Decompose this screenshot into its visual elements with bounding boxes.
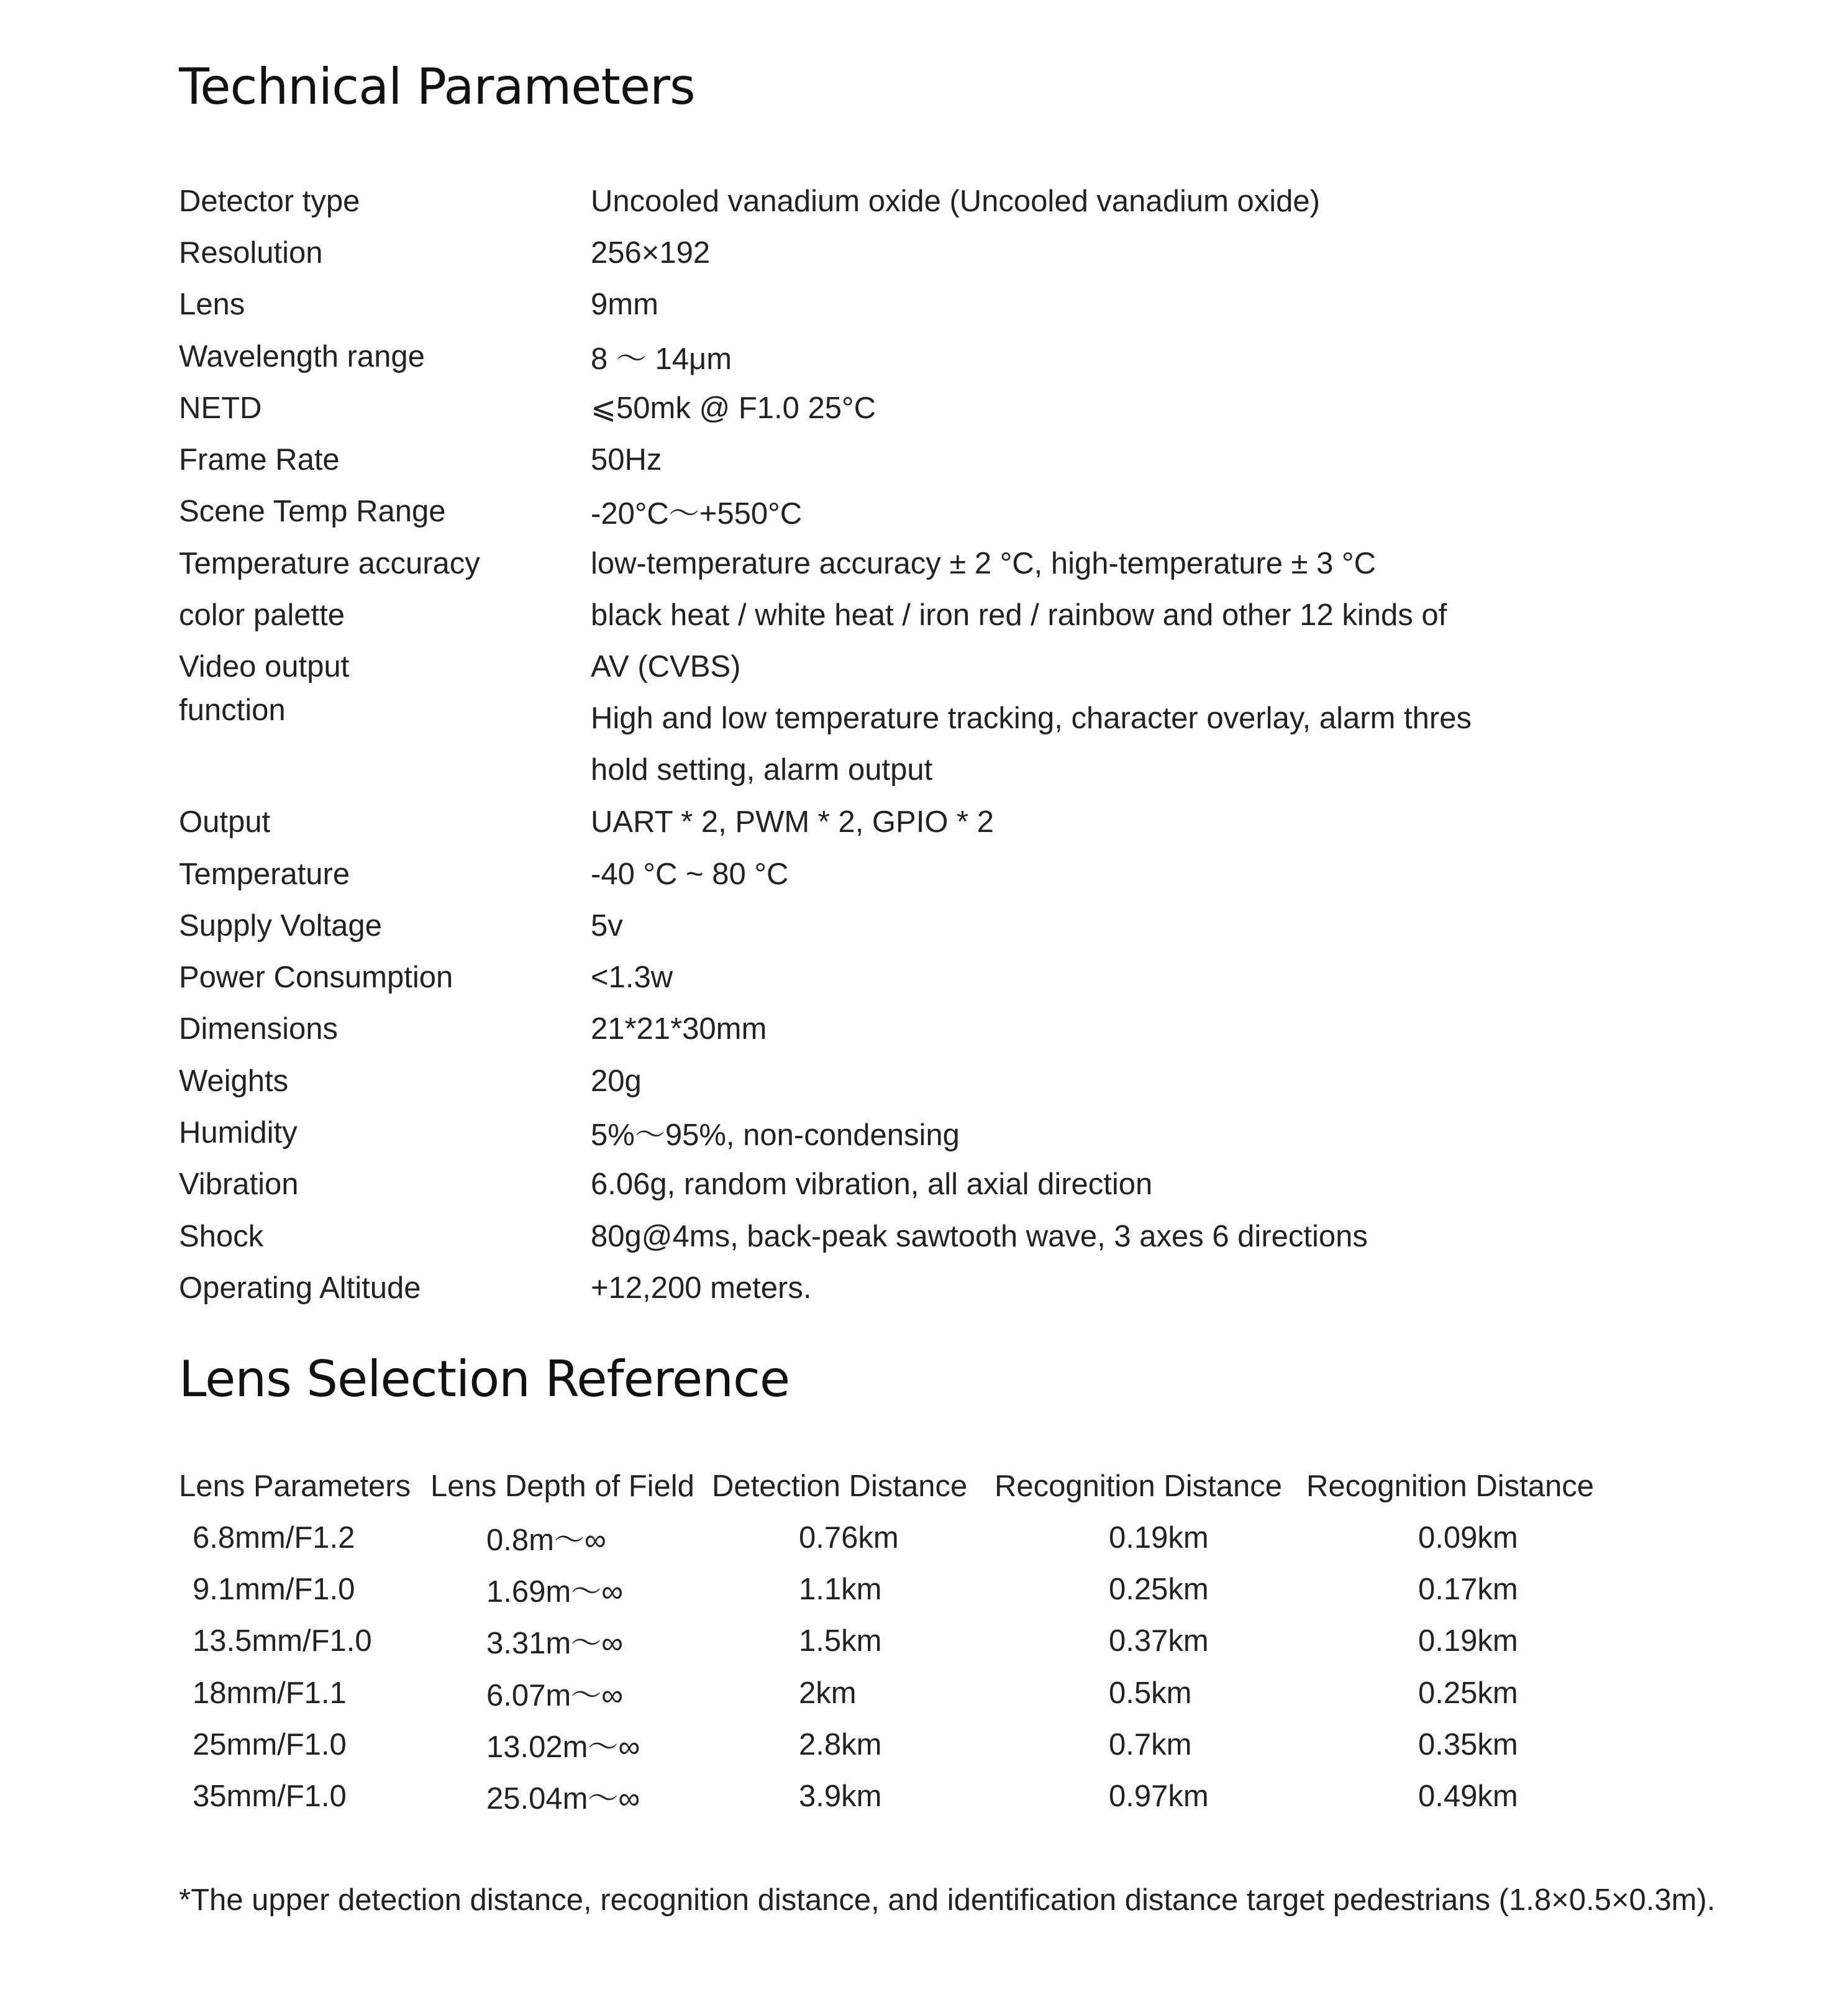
spec-label: Frame Rate [179,443,340,477]
spec-label: Shock [179,1219,264,1253]
spec-row [179,175,1670,227]
spec-row [179,1055,1670,1107]
cell-recognition-distance-2: 0.19km [1418,1624,1518,1658]
technical-parameters-table [179,175,1670,1314]
spec-value-line: hold setting, alarm output [591,753,933,787]
cell-recognition-distance: 0.25km [1109,1572,1209,1606]
cell-detection-distance: 1.5km [799,1624,882,1658]
cell-depth-of-field: 3.31m～∞ [486,1627,624,1661]
spec-label: Wavelength range [179,339,425,373]
spec-row [179,279,1670,331]
cell-depth-of-field: 13.02m～∞ [486,1730,640,1764]
spec-label: color palette [179,598,345,633]
spec-label: Temperature [179,857,350,891]
cell-depth-of-field: 1.69m～∞ [486,1574,624,1609]
spec-row [179,331,1670,382]
lens-header-row [179,1460,1629,1512]
column-header-recognition-distance: Recognition Distance [995,1469,1283,1503]
lens-row [179,1615,1629,1667]
lens-row [179,1512,1629,1563]
spec-value: 5%～95%, non-condensing [591,1118,960,1152]
spec-value: +12,200 meters. [591,1271,812,1305]
spec-value: UART * 2, PWM * 2, GPIO * 2 [591,805,994,839]
spec-row [179,797,1670,848]
spec-label: Resolution [179,235,323,270]
spec-label: function [179,693,286,727]
spec-value: -40 °C ~ 80 °C [591,857,789,891]
cell-detection-distance: 0.76km [799,1520,899,1555]
spec-label: Power Consumption [179,961,453,995]
cell-detection-distance: 1.1km [799,1572,882,1606]
lens-row [179,1563,1629,1615]
spec-value-line: High and low temperature tracking, character overlay, alarm thres [591,701,1472,735]
spec-row [179,641,1670,693]
spec-label: Video output [179,650,350,684]
spec-row [179,589,1670,641]
spec-value: 6.06g, random vibration, all axial direction [591,1168,1153,1202]
footnote: *The upper detection distance, recognition distance, and identification distance target pedestrians (1.8×0.5×0.3m). [179,1883,1716,1917]
spec-row [179,1210,1670,1262]
spec-row [179,693,1670,797]
lens-row [179,1667,1629,1719]
spec-label: Detector type [179,184,360,218]
spec-value: 80g@4ms, back-peak sawtooth wave, 3 axes 6 directions [591,1219,1368,1253]
spec-value [591,693,1670,797]
column-header-lens-parameters: Lens Parameters [179,1469,411,1503]
spec-value: 256×192 [591,235,711,270]
spec-label: Output [179,805,271,839]
lens-selection-title: Lens Selection Reference [179,1350,790,1408]
spec-row [179,900,1670,951]
cell-lens-parameters: 13.5mm/F1.0 [193,1624,372,1658]
column-header-recognition-distance-2: Recognition Distance [1306,1469,1595,1503]
spec-row [179,227,1670,278]
column-header-detection-distance: Detection Distance [712,1469,968,1503]
spec-label: NETD [179,391,262,425]
spec-value: 20g [591,1064,642,1098]
cell-depth-of-field: 25.04m～∞ [486,1782,640,1816]
cell-recognition-distance-2: 0.09km [1418,1520,1518,1555]
cell-lens-parameters: 6.8mm/F1.2 [193,1520,355,1555]
spec-value: AV (CVBS) [591,650,741,684]
spec-row [179,1003,1670,1055]
technical-parameters-title: Technical Parameters [179,58,695,116]
spec-label: Operating Altitude [179,1271,421,1305]
spec-label: Scene Temp Range [179,495,446,529]
spec-row [179,382,1670,434]
spec-row [179,1159,1670,1210]
spec-row [179,486,1670,537]
spec-row [179,1262,1670,1314]
spec-label: Humidity [179,1115,298,1149]
spec-row [179,537,1670,589]
spec-value: Uncooled vanadium oxide (Uncooled vanadium oxide) [591,184,1320,218]
cell-lens-parameters: 9.1mm/F1.0 [193,1572,355,1606]
cell-recognition-distance: 0.5km [1109,1676,1192,1710]
spec-value: 50Hz [591,443,662,477]
spec-value: 8 ～ 14μm [591,342,732,376]
spec-row [179,951,1670,1003]
cell-depth-of-field: 6.07m～∞ [486,1678,624,1712]
spec-value: -20°C～+550°C [591,497,803,531]
cell-recognition-distance-2: 0.25km [1418,1676,1518,1710]
spec-value: 21*21*30mm [591,1012,767,1046]
cell-recognition-distance: 0.37km [1109,1624,1209,1658]
cell-recognition-distance: 0.19km [1109,1520,1209,1555]
spec-label: Lens [179,288,245,322]
cell-recognition-distance-2: 0.17km [1418,1572,1518,1606]
cell-detection-distance: 3.9km [799,1780,882,1814]
cell-detection-distance: 2km [799,1676,857,1710]
cell-recognition-distance: 0.7km [1109,1727,1192,1762]
cell-lens-parameters: 18mm/F1.1 [193,1676,347,1710]
cell-recognition-distance-2: 0.49km [1418,1780,1518,1814]
spec-row [179,1107,1670,1158]
spec-label: Vibration [179,1168,299,1202]
cell-lens-parameters: 35mm/F1.0 [193,1780,347,1814]
spec-value: <1.3w [591,961,673,995]
lens-row [179,1770,1629,1822]
lens-row [179,1719,1629,1770]
spec-value: low-temperature accuracy ± 2 °C, high-temperature ± 3 °C [591,546,1377,580]
column-header-depth-of-field: Lens Depth of Field [430,1469,694,1503]
spec-label: Weights [179,1064,289,1098]
spec-label: Supply Voltage [179,908,382,943]
cell-detection-distance: 2.8km [799,1727,882,1762]
spec-label: Dimensions [179,1012,338,1046]
spec-label: Temperature accuracy [179,546,480,580]
spec-value: black heat / white heat / iron red / rainbow and other 12 kinds of [591,598,1447,633]
cell-lens-parameters: 25mm/F1.0 [193,1727,347,1762]
spec-row [179,434,1670,485]
spec-value: 9mm [591,288,658,322]
cell-depth-of-field: 0.8m～∞ [486,1523,606,1557]
lens-selection-table [179,1460,1629,1822]
spec-value: ⩽50mk @ F1.0 25°C [591,391,876,426]
cell-recognition-distance: 0.97km [1109,1780,1209,1814]
spec-value: 5v [591,908,623,943]
spec-row [179,848,1670,900]
cell-recognition-distance-2: 0.35km [1418,1727,1518,1762]
